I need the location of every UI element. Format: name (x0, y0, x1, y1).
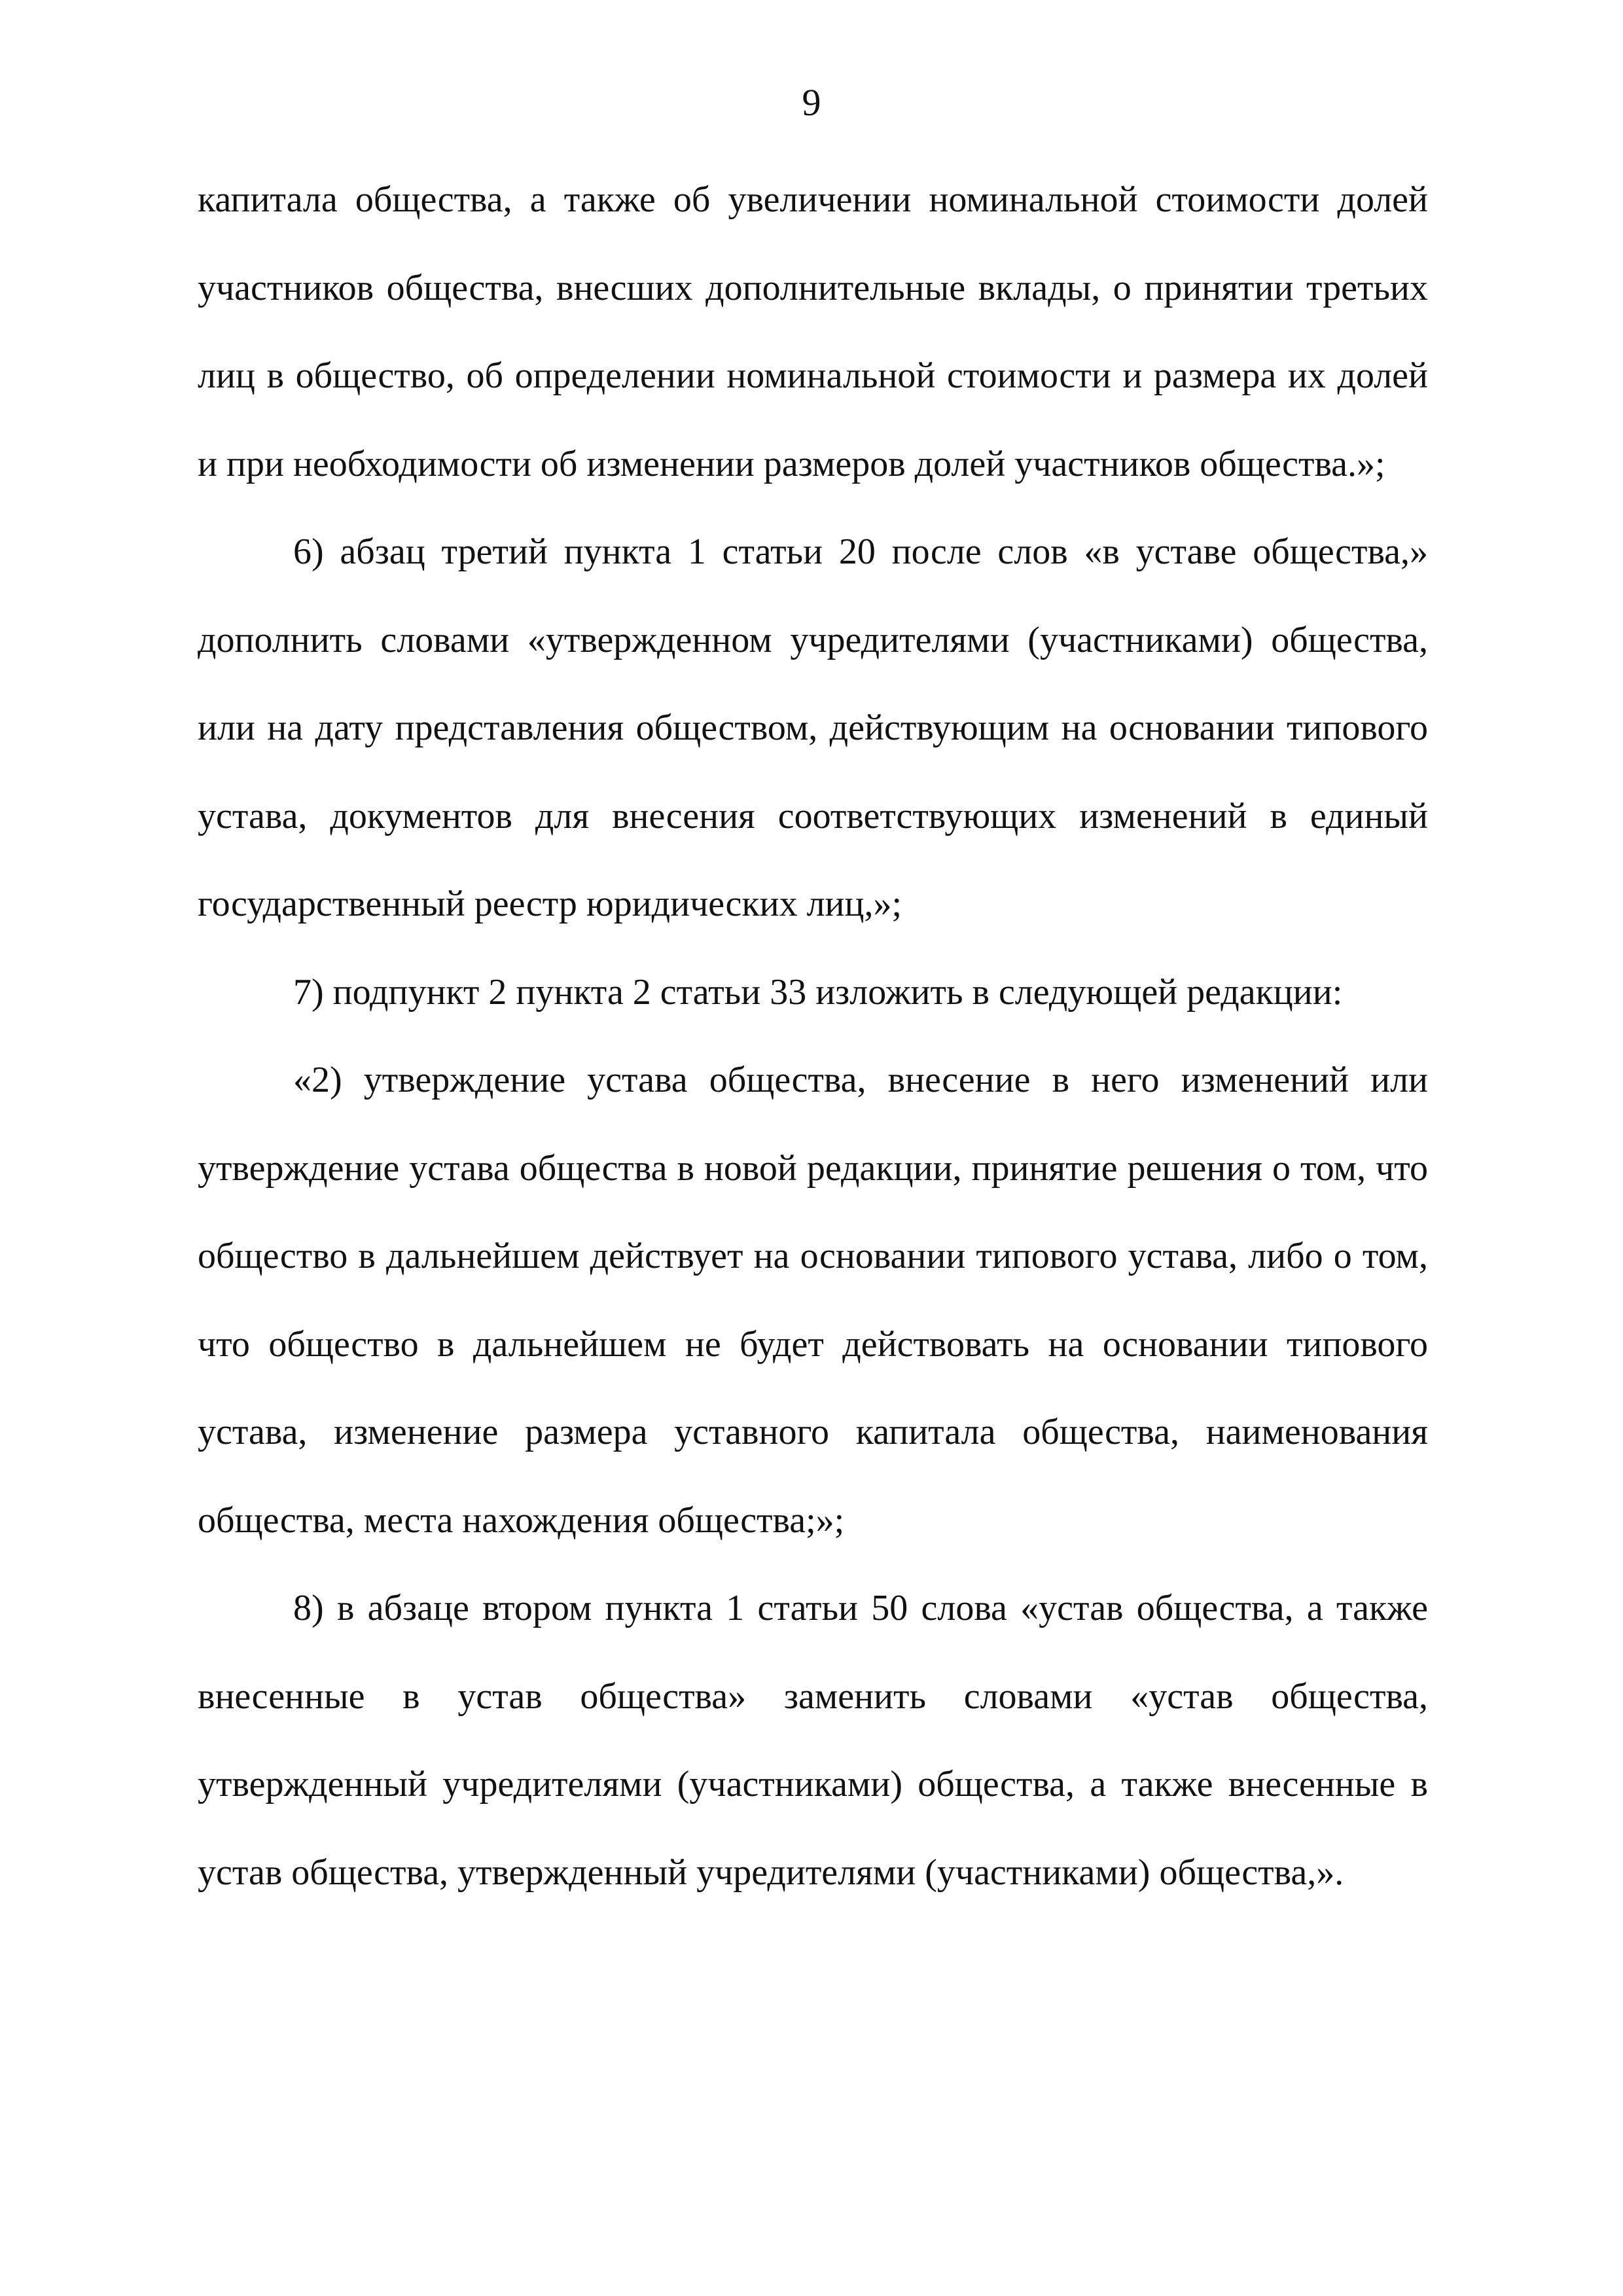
paragraph-item-7: 7) подпункт 2 пункта 2 статьи 33 изложить в следующей редакции: (293, 971, 1343, 1013)
paragraph-item-7-quote: «2) утверждение устава общества, внесение в него изменений или утверждение устава общества в новой редакции, принятие решения о том, что общество в дальнейшем действует на основании типового устава, либо о том, что общество в дальнейшем не будет действовать на основании типового устава, изменение размера уставного капитала общества, наименования общества, места нахождения общества;»; (198, 1060, 1428, 1541)
paragraph-item-6: 6) абзац третий пункта 1 статьи 20 после слов «в уставе общества,» дополнить словами «утвержденном учредителями (участниками) общества, или на дату представления обществом, действующим на основании типового устава, документов для внесения соответствующих изменений в единый государственный реестр юридических лиц,»; (198, 531, 1428, 924)
paragraph-item-8: 8) в абзаце втором пункта 1 статьи 50 слова «устав общества, а также внесенные в устав общества» заменить словами «устав общества, утвержденный учредителями (участниками) общества, а также внесенные в устав общества, утвержденный учредителями (участниками) общества,». (198, 1588, 1428, 1893)
document-body (198, 156, 1428, 1916)
page-number: 9 (802, 81, 821, 124)
paragraph-continuation: капитала общества, а также об увеличении номинальной стоимости долей участников общества, внесших дополнительные вклады, о принятии третьих лиц в общество, об определении номинальной стоимости и размера их долей и при необходимости об изменении размеров долей участников общества.»; (198, 179, 1428, 484)
